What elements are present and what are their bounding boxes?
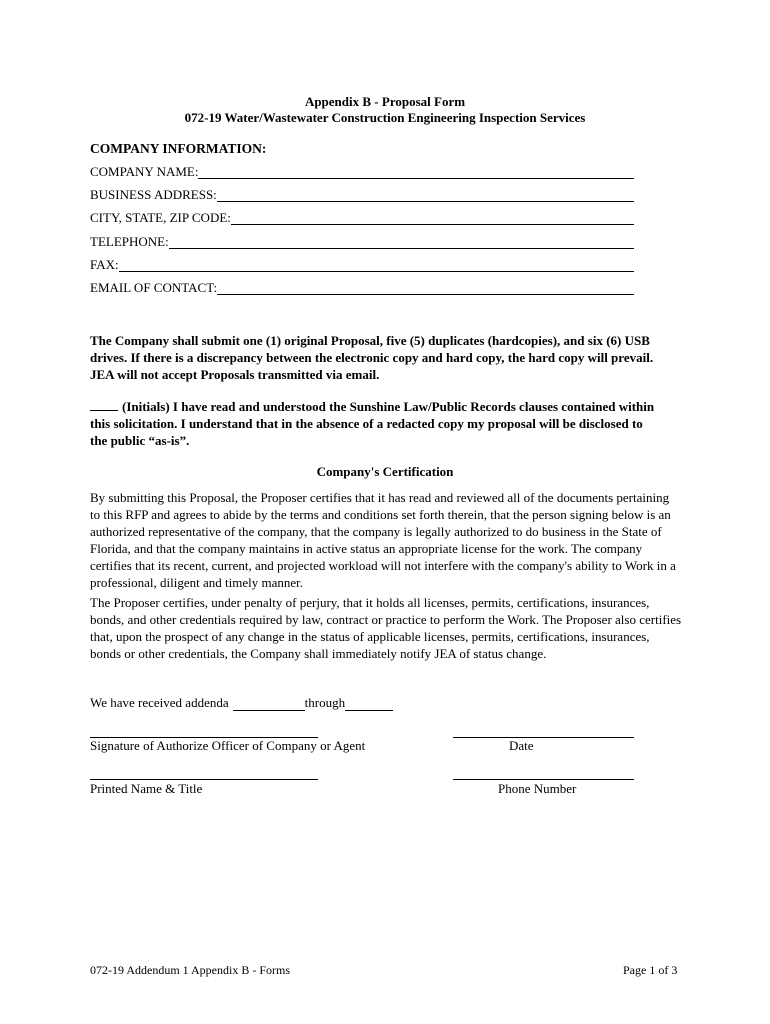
phone-line[interactable] (453, 779, 634, 780)
business-address-line[interactable] (217, 189, 634, 202)
document-title: Appendix B - Proposal Form (304, 94, 466, 109)
signature-label: Signature of Authorize Officer of Company or Agent (90, 738, 366, 753)
city-state-zip-field[interactable] (90, 210, 634, 226)
email-contact-label: EMAIL OF CONTACT: (90, 280, 218, 295)
initials-blank[interactable] (90, 398, 118, 411)
certification-heading: Company's Certification (316, 464, 454, 479)
phone-label: Phone Number (498, 781, 577, 796)
company-info-heading: COMPANY INFORMATION: (90, 141, 267, 156)
certification-paragraph-1: By submitting this Proposal, the Proposer certifies that it has read and reviewed all of the documents pertaining to this RFP and agrees to abide by the terms and conditions set forth therein, that the person signing below is an authorized representative of the company, that the company is legally authorized to do business in the State of Florida, and that the company maintains in active status an appropriate license for the work. The company certifies that its recent, current, and projected workload will not interfere with the company's ability to Work in a professional, diligent and timely manner. (90, 490, 676, 590)
business-address-label: BUSINESS ADDRESS: (90, 187, 217, 202)
date-line[interactable] (453, 737, 634, 738)
document-subtitle: 072-19 Water/Wastewater Construction Engineering Inspection Services (184, 110, 586, 125)
submission-notice: The Company shall submit one (1) original Proposal, five (5) duplicates (hardcopies), and six (6) USB drives. If there is a discrepancy between the electronic copy and hard copy, the hard copy will prevail. JEA will not accept Proposals transmitted via email. (90, 333, 654, 382)
telephone-field[interactable] (90, 234, 634, 250)
company-name-line[interactable] (198, 166, 634, 179)
telephone-line[interactable] (169, 236, 634, 249)
initials-statement: (Initials) I have read and understood the Sunshine Law/Public Records clauses contained within this solicitation. I understand that in the absence of a redacted copy my proposal will be disclosed to the public “as-is”. (90, 399, 655, 448)
company-name-field[interactable] (90, 164, 634, 180)
city-state-zip-line[interactable] (231, 212, 634, 225)
addenda-to-blank[interactable] (345, 697, 393, 711)
initials-statement-block (90, 398, 660, 449)
email-contact-line[interactable] (217, 282, 634, 295)
fax-label: FAX: (90, 257, 119, 272)
printed-name-label: Printed Name & Title (90, 781, 203, 796)
addenda-prefix: We have received addenda (90, 695, 229, 710)
telephone-label: TELEPHONE: (90, 234, 169, 249)
addenda-line (90, 695, 393, 711)
footer-page-number: Page 1 of 3 (623, 963, 678, 977)
date-label: Date (509, 738, 534, 753)
fax-field[interactable] (90, 257, 634, 273)
city-state-zip-label: CITY, STATE, ZIP CODE: (90, 210, 231, 225)
business-address-field[interactable] (90, 187, 634, 203)
email-contact-field[interactable] (90, 280, 634, 296)
addenda-through: through (304, 695, 346, 710)
addenda-from-blank[interactable] (233, 697, 305, 711)
fax-line[interactable] (119, 259, 634, 272)
footer-document-id: 072-19 Addendum 1 Appendix B - Forms (90, 963, 290, 977)
printed-name-line[interactable] (90, 779, 318, 780)
company-name-label: COMPANY NAME: (90, 164, 199, 179)
certification-paragraph-2: The Proposer certifies, under penalty of perjury, that it holds all licenses, permits, certifications, insurances, bonds, and other credentials required by law, contract or practice to perform the Work. The Proposer also certifies that, upon the prospect of any change in the status of applicable licenses, permits, certifications, insurances, bonds or other credentials, the Company shall immediately notify JEA of status change. (90, 595, 682, 661)
